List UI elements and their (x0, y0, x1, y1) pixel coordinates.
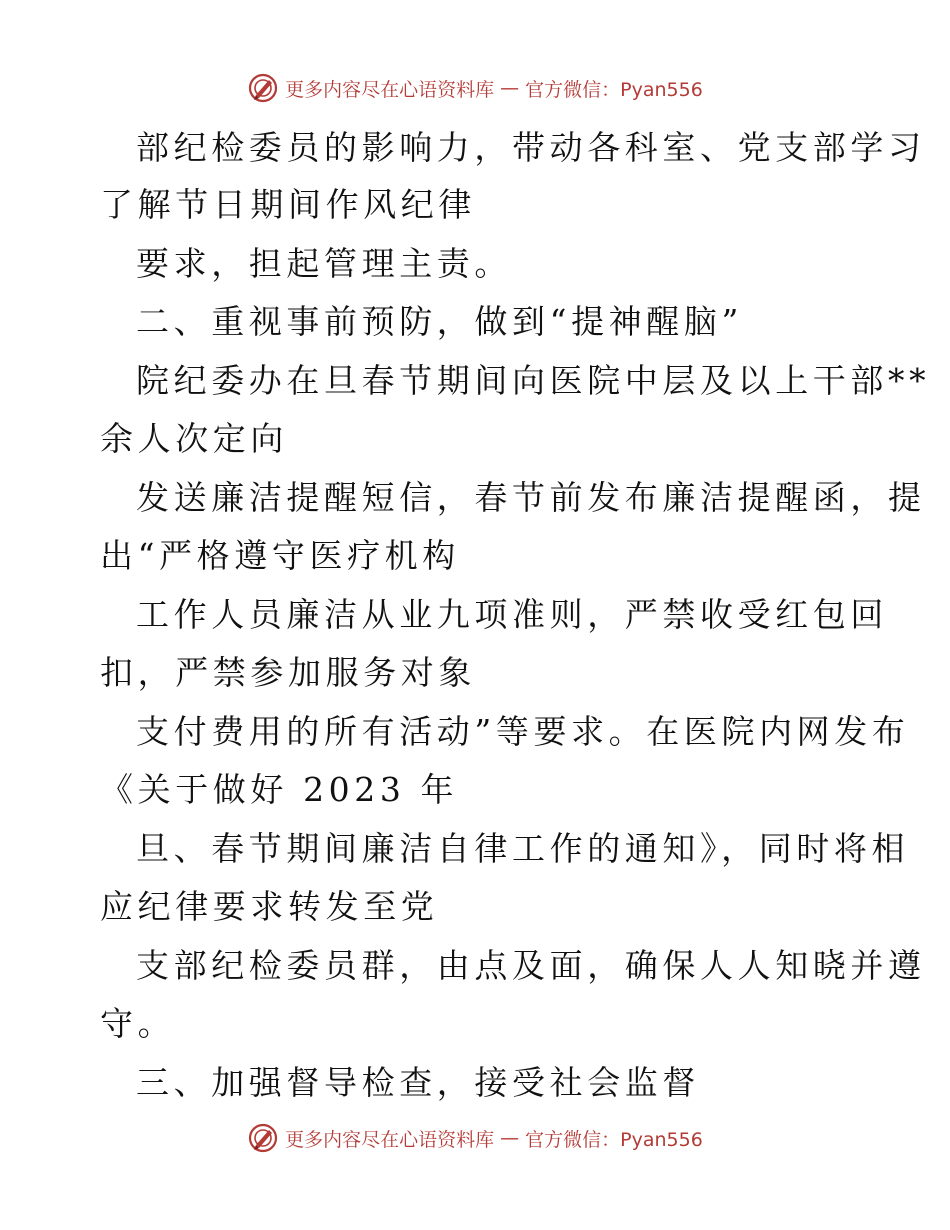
text-line: 守。 (100, 1004, 176, 1043)
watermark-main-text: 更多内容尽在心语资料库 (285, 1128, 495, 1151)
watermark-suffix-text: 官方微信：Pyan556 (525, 78, 703, 101)
watermark-dash: — (500, 1127, 520, 1149)
text-line: 旦、春节期间廉洁自律工作的通知》，同时将相 (136, 829, 910, 868)
text-line: 应纪律要求转发至党 (100, 887, 439, 926)
text-line: 余人次定向 (100, 419, 288, 458)
text-line: 了解节日期间作风纪律 (100, 185, 476, 224)
text-line: 院纪委办在旦春节期间向医院中层及以上干部** (136, 361, 931, 400)
text-line: 支付费用的所有活动”等要求。在医院内网发布 (136, 712, 910, 751)
section-heading: 二、重视事前预防，做到“提神醒脑” (136, 302, 743, 341)
text-line: 要求，担起管理主责。 (136, 244, 512, 283)
watermark-suffix-text: 官方微信：Pyan556 (525, 1128, 703, 1151)
text-line: 发送廉洁提醒短信，春节前发布廉洁提醒函，提 (136, 478, 926, 517)
watermark-main-text: 更多内容尽在心语资料库 (285, 78, 495, 101)
footer-watermark (0, 1122, 950, 1154)
text-line: 出“严格遵守医疗机构 (100, 536, 460, 575)
text-line: 支部纪检委员群，由点及面，确保人人知晓并遵 (136, 946, 926, 985)
text-line: 部纪检委员的影响力，带动各科室、党支部学习 (136, 128, 926, 167)
text-line: 工作人员廉洁从业九项准则，严禁收受红包回 (136, 595, 888, 634)
text-line: 扣，严禁参加服务对象 (100, 653, 476, 692)
pen-logo-icon (247, 1122, 279, 1154)
watermark-dash: — (500, 77, 520, 99)
section-heading: 三、加强督导检查，接受社会监督 (136, 1063, 700, 1102)
text-line: 《关于做好 2023 年 (100, 770, 459, 809)
